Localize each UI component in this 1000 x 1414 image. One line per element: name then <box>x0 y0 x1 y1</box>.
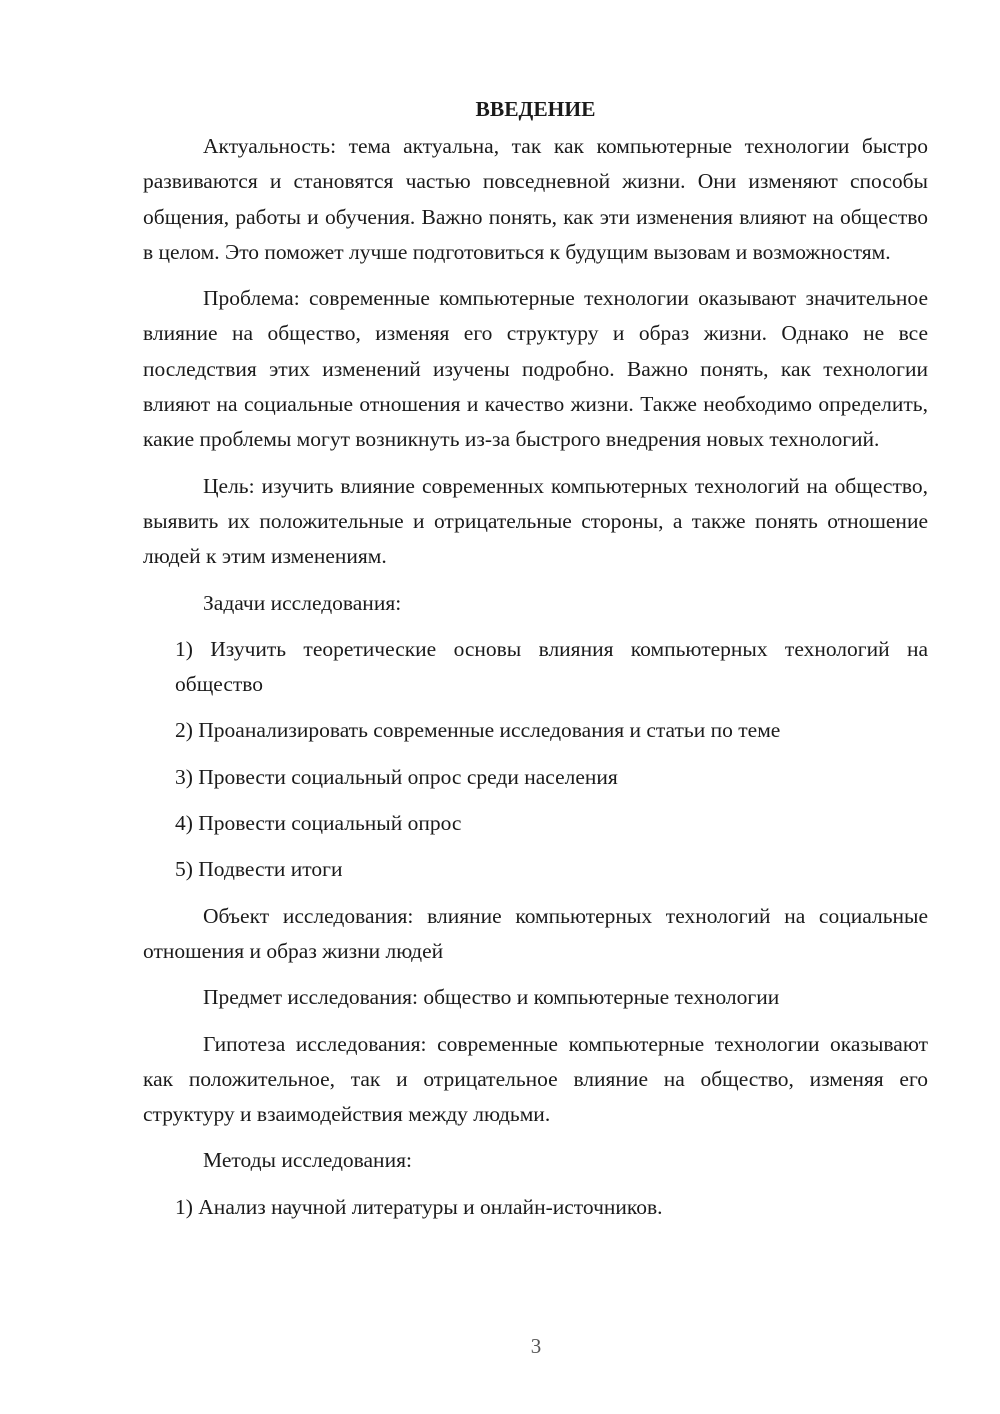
task-item: 5) Подвести итоги <box>175 857 343 882</box>
methods-heading: Методы исследования: <box>203 1148 412 1173</box>
page-content <box>143 92 928 1236</box>
goal-paragraph: Цель: изучить влияние современных компьютерных технологий на общество, выявить их положительные и отрицательные стороны, а также понять отношение людей к этим изменениям. <box>143 473 928 569</box>
task-item: 2) Проанализировать современные исследования и статьи по теме <box>175 718 781 743</box>
method-item: 1) Анализ научной литературы и онлайн-источников. <box>175 1194 663 1219</box>
task-item: 3) Провести социальный опрос среди населения <box>175 764 618 789</box>
relevance-paragraph: Актуальность: тема актуальна, так как компьютерные технологии быстро развиваются и становятся частью повседневной жизни. Они изменяют способы общения, работы и обучения. Важно понять, как эти изменения влияют на общество в целом. Это поможет лучше подготовиться к будущим вызовам и возможностям. <box>143 134 928 264</box>
tasks-heading: Задачи исследования: <box>203 590 402 615</box>
page-title: ВВЕДЕНИЕ <box>475 97 596 121</box>
page-number: 3 <box>530 1334 542 1358</box>
object-paragraph: Объект исследования: влияние компьютерных технологий на социальные отношения и образ жизни людей <box>143 903 928 963</box>
hypothesis-paragraph: Гипотеза исследования: современные компьютерные технологии оказывают как положительное, так и отрицательное влияние на общество, изменяя его структуру и взаимодействия между людьми. <box>143 1031 928 1127</box>
problem-paragraph: Проблема: современные компьютерные технологии оказывают значительное влияние на общество, изменяя его структуру и образ жизни. Однако не все последствия этих изменений изучены подробно. Важно понять, как технологии влияют на социальные отношения и качество жизни. Также необходимо определить, какие проблемы могут возникнуть из-за быстрого внедрения новых технологий. <box>143 286 928 452</box>
task-item: 1) Изучить теоретические основы влияния компьютерных технологий на общество <box>175 636 928 697</box>
subject-paragraph: Предмет исследования: общество и компьютерные технологии <box>203 985 780 1010</box>
task-item: 4) Провести социальный опрос <box>175 811 462 836</box>
